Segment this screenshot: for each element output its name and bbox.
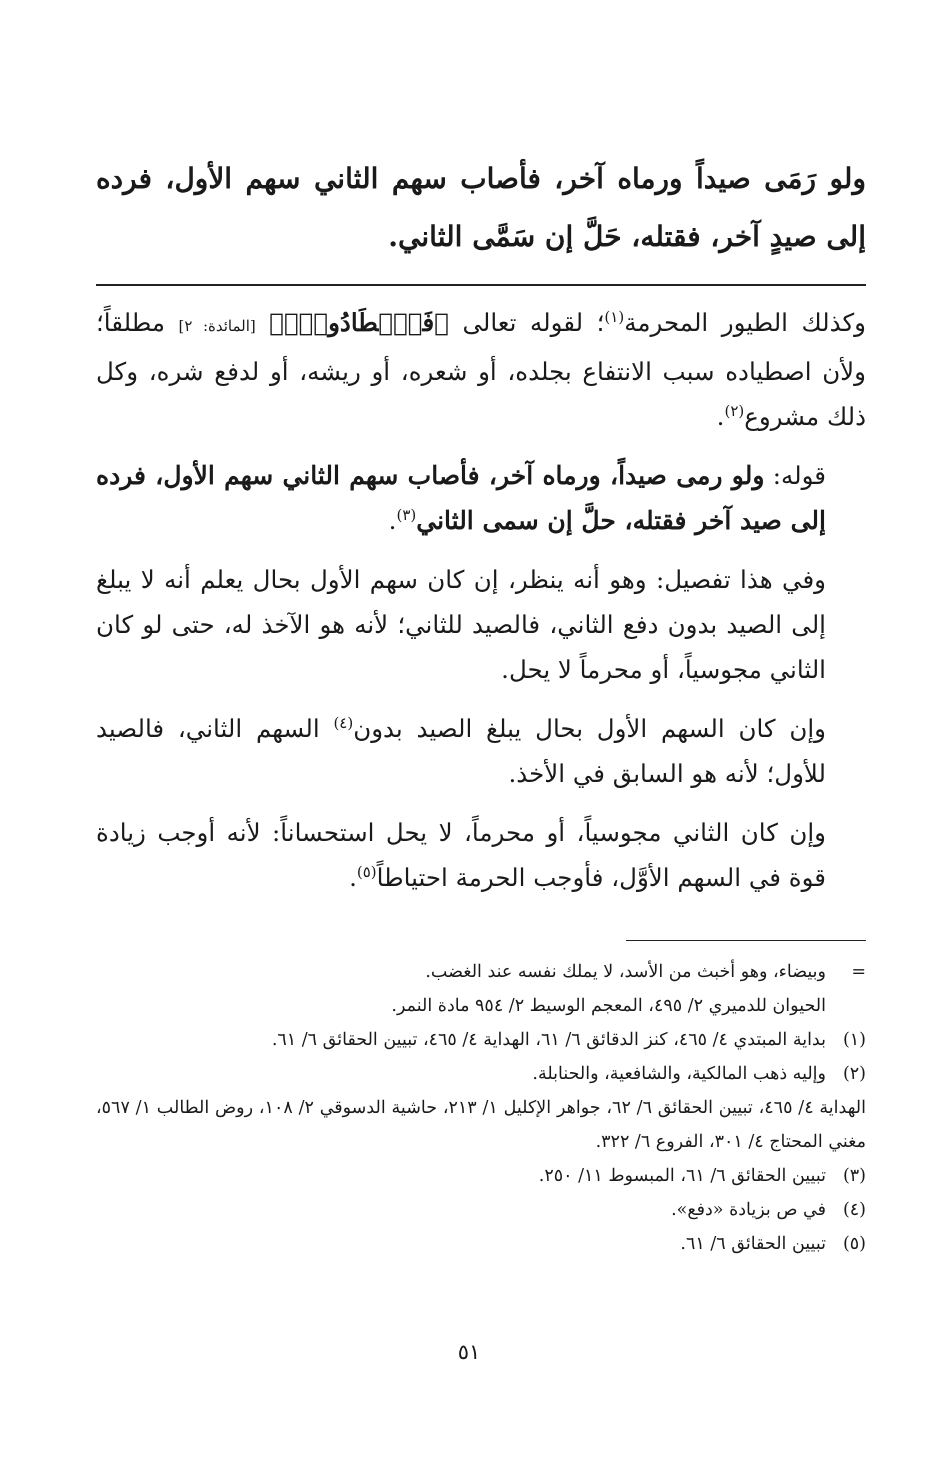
- quran-verse: ﴿فَٱصۡطَادُواْۚ﴾: [269, 308, 449, 337]
- page-number: ٥١: [457, 1340, 481, 1364]
- footnote-continuation-2: [96, 989, 866, 1023]
- p1-text-d: .: [716, 402, 725, 431]
- p4-text-b: السهم الثاني، فالصيد للأول؛ لأنه هو السابق في الأخذ.: [96, 714, 826, 788]
- footnote-text-5: تبيين الحقائق ٦/ ٦١.: [680, 1234, 826, 1254]
- paragraph-3: وفي هذا تفصيل: وهو أنه ينظر، إن كان سهم الأول بحال يعلم أنه لا يبلغ إلى الصيد بدون دفع الثاني، فالصيد للثاني؛ لأنه هو الآخذ له، حتى لو كان الثاني مجوسياً، أو محرماً لا يحل.: [96, 565, 826, 684]
- footnote-ref-4[interactable]: (٤): [333, 713, 354, 732]
- footnote-number-1: (١): [842, 1030, 866, 1050]
- footnote-ref-2[interactable]: (٢): [724, 401, 745, 420]
- footnote-ref-1[interactable]: (١): [604, 307, 625, 326]
- footnotes: [96, 955, 866, 1261]
- p4-text-a: وإن كان السهم الأول بحال يبلغ الصيد بدون: [353, 714, 826, 743]
- footnote-separator: [626, 940, 866, 941]
- footnote-2-continued: الهداية ٤/ ٤٦٥، تبيين الحقائق ٦/ ٦٢، جواهر الإكليل ١/ ٢١٣، حاشية الدسوقي ٢/ ١٠٨، روض الطالب ١/ ٥٦٧، مغني المحتاج ٤/ ٣٠١، الفروع ٦/ ٣٢٢.: [96, 1098, 866, 1152]
- separator-rule: [96, 284, 866, 286]
- footnote-2: [96, 1057, 866, 1091]
- p5-text-b: .: [349, 863, 357, 892]
- paragraph-5: [96, 810, 866, 900]
- footnote-text-4: في ص بزيادة «دفع».: [671, 1200, 826, 1220]
- matn-text: ولو رَمَى صيداً ورماه آخر، فأصاب سهم الثاني سهم الأول، فرده إلى صيدٍ آخر، فقتله، حَلَّ إن سَمَّى الثاني.: [96, 162, 866, 253]
- footnote-number-2: (٢): [842, 1064, 866, 1084]
- p1-text-b: ؛ لقوله تعالى: [448, 308, 605, 337]
- p2-lead: قوله:: [764, 461, 826, 490]
- footnote-number-4: (٤): [842, 1200, 866, 1220]
- footnote-ref-5[interactable]: (٥): [356, 862, 377, 881]
- surah-reference: [المائدة: ٢]: [178, 317, 256, 335]
- footnote-1: [96, 1023, 866, 1057]
- page-body: [96, 150, 866, 1450]
- footnote-continuation-text: وبيضاء، وهو أخبث من الأسد، لا يملك نفسه عند الغضب.: [425, 962, 826, 982]
- footnote-continuation: [96, 955, 866, 989]
- footnote-continuation-text-2: الحيوان للدميري ٢/ ٤٩٥، المعجم الوسيط ٢/ ٩٥٤ مادة النمر.: [391, 996, 826, 1016]
- paragraph-2: [96, 453, 866, 543]
- p5-text-a: وإن كان الثاني مجوسياً، أو محرماً، لا يحل استحساناً: لأنه أوجب زيادة قوة في السهم الأوَّل، فأوجب الحرمة احتياطاً: [96, 818, 826, 892]
- footnote-ref-3[interactable]: (٣): [396, 505, 417, 524]
- footnote-number-5: (٥): [842, 1234, 866, 1254]
- footnote-number-3: (٣): [842, 1166, 866, 1186]
- p1-text-c: مطلقاً؛ ولأن اصطياده سبب الانتفاع بجلده، أو شعره، أو ريشه، أو لدفع شره، وكل ذلك مشروع: [96, 308, 866, 431]
- footnote-4: [96, 1193, 866, 1227]
- footnote-text-1: بداية المبتدي ٤/ ٤٦٥، كنز الدقائق ٦/ ٦١، الهداية ٤/ ٤٦٥، تبيين الحقائق ٦/ ٦١.: [271, 1030, 826, 1050]
- p1-text-a: وكذلك الطيور المحرمة: [624, 308, 866, 337]
- continuation-mark: =: [851, 962, 866, 982]
- footnote-5: [96, 1227, 866, 1261]
- footnote-text-3: تبيين الحقائق ٦/ ٦١، المبسوط ١١/ ٢٥٠.: [538, 1166, 826, 1186]
- p2-quoted-matn: ولو رمى صيداً، ورماه آخر، فأصاب سهم الثاني سهم الأول، فرده إلى صيد آخر فقتله، حلَّ إن سمى الثاني: [96, 461, 826, 535]
- p2-end: .: [388, 506, 397, 535]
- footnote-3: [96, 1159, 866, 1193]
- paragraph-1: [96, 300, 866, 439]
- paragraph-4: [96, 706, 866, 796]
- footnote-text-2a: وإليه ذهب المالكية، والشافعية، والحنابلة.: [532, 1064, 826, 1084]
